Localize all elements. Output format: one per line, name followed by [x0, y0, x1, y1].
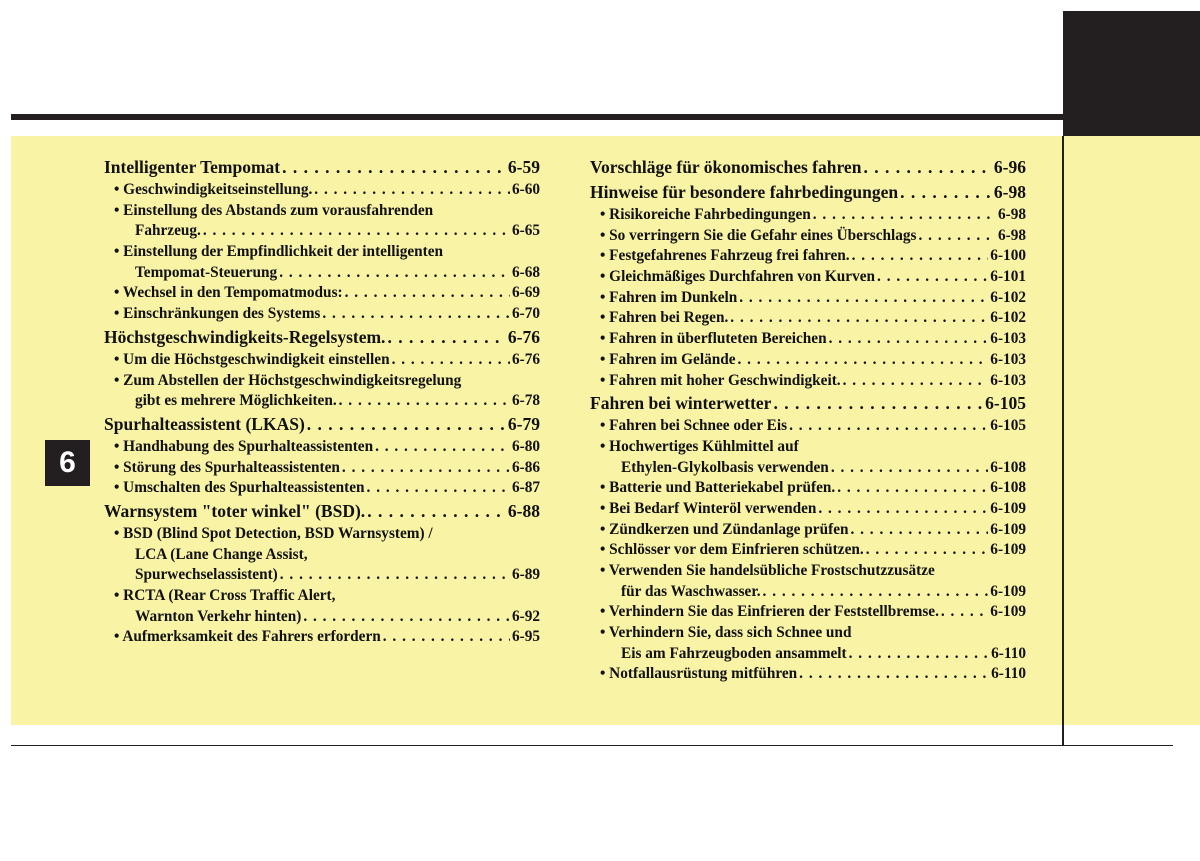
toc-entry-title: Fahrzeug.: [135, 222, 201, 240]
toc-entry[interactable]: [590, 288, 1026, 309]
toc-entry-page: 6-88: [507, 500, 540, 521]
toc-entry-title: • Batterie und Batteriekabel prüfen.: [600, 479, 836, 497]
toc-entry[interactable]: [104, 627, 540, 648]
toc-section-entry[interactable]: [590, 155, 1026, 180]
toc-entry-title: • Bei Bedarf Winteröl verwenden: [600, 499, 817, 517]
toc-entry-title: • Zündkerzen und Zündanlage prüfen: [600, 520, 849, 538]
dot-leader: [345, 283, 510, 304]
toc-entry-page: 6-76: [511, 350, 540, 368]
toc-entry-title: • Verhindern Sie das Einfrieren der Feststellbremse.: [600, 603, 939, 621]
toc-entry-page: 6-98: [993, 182, 1026, 202]
toc-entry-page: 6-98: [997, 206, 1026, 223]
toc-entry-page: 6-86: [511, 458, 540, 476]
toc-entry-page: 6-103: [990, 371, 1026, 389]
toc-entry-page: 6-103: [990, 330, 1026, 348]
toc-section-entry[interactable]: [590, 391, 1026, 416]
toc-entry[interactable]: [590, 478, 1026, 499]
toc-entry[interactable]: [590, 520, 1026, 541]
dot-leader: [392, 350, 510, 371]
toc-entry-title: • Risikoreiche Fahrbedingungen: [600, 206, 811, 223]
toc-entry-page: 6-109: [990, 499, 1026, 517]
toc-entry[interactable]: [590, 582, 1026, 603]
toc-entry-title: • Verwenden Sie handelsübliche Frostschutzzusätze: [600, 562, 935, 579]
toc-entry-title: • Fahren im Dunkeln: [600, 288, 738, 306]
dot-leader: [203, 221, 510, 242]
toc-entry-title: Hinweise für besondere fahrbedingungen: [590, 182, 899, 202]
dot-leader: [818, 499, 988, 520]
toc-entry-page: 6-89: [511, 566, 540, 584]
toc-entry-title: Eis am Fahrzeugboden ansammelt: [621, 644, 847, 662]
toc-entry[interactable]: [590, 644, 1026, 665]
dot-leader: [851, 520, 989, 541]
toc-entry[interactable]: [104, 304, 540, 325]
toc-entry[interactable]: [104, 478, 540, 499]
dot-leader: [383, 627, 510, 648]
toc-entry-title: Vorschläge für ökonomisches fahren: [590, 157, 862, 177]
toc-entry-page: 6-79: [507, 413, 540, 434]
dot-leader: [900, 180, 992, 205]
toc-entry-page: 6-110: [991, 665, 1026, 683]
toc-entry-page: 6-92: [511, 607, 540, 625]
toc-entry[interactable]: [104, 545, 540, 566]
header-rule: [11, 114, 1200, 120]
toc-entry[interactable]: [104, 180, 540, 201]
toc-entry-title: • Zum Abstellen der Höchstgeschwindigkeitsregelung: [114, 371, 462, 389]
toc-entry-title: • Um die Höchstgeschwindigkeit einstellen: [114, 350, 390, 368]
toc-entry[interactable]: [104, 586, 540, 607]
margin-rule: [1062, 136, 1064, 746]
toc-entry-page: 6-109: [990, 603, 1026, 621]
toc-entry-title: Ethylen-Glykolbasis verwenden: [621, 458, 829, 476]
toc-entry-page: 6-100: [990, 247, 1026, 265]
toc-entry-title: • BSD (Blind Spot Detection, BSD Warnsystem) /: [114, 524, 433, 542]
toc-entry[interactable]: [104, 371, 540, 392]
chapter-number: 6: [59, 446, 76, 479]
toc-right-column: [590, 155, 1026, 685]
toc-entry-page: 6-98: [997, 226, 1026, 244]
toc-entry-page: 6-105: [985, 393, 1026, 414]
toc-entry-title: • Umschalten des Spurhalteassistenten: [114, 479, 365, 497]
toc-entry-page: 6-108: [990, 479, 1026, 497]
toc-entry-title: Warnton Verkehr hinten): [135, 607, 302, 625]
toc-entry[interactable]: [590, 226, 1026, 247]
toc-entry[interactable]: [590, 350, 1026, 371]
toc-entry[interactable]: [590, 329, 1026, 350]
toc-entry-title: gibt es mehrere Möglichkeiten.: [135, 392, 337, 410]
toc-entry-page: 6-102: [990, 309, 1026, 327]
toc-entry-page: 6-110: [991, 644, 1026, 662]
toc-entry-title: Intelligenter Tempomat: [104, 157, 281, 177]
toc-section-entry[interactable]: [104, 412, 540, 437]
toc-entry-title: • Einschränkungen des Systems: [114, 305, 321, 323]
toc-entry-page: 6-109: [990, 520, 1026, 538]
toc-entry[interactable]: [104, 524, 540, 545]
toc-entry-title: • Störung des Spurhalteassistenten: [114, 458, 340, 476]
dot-leader: [919, 226, 996, 247]
toc-entry[interactable]: [590, 371, 1026, 392]
toc-entry-title: Spurhalteassistent (LKAS): [104, 413, 305, 434]
toc-section-entry[interactable]: [104, 155, 540, 180]
toc-entry-title: • Fahren im Gelände: [600, 350, 736, 368]
toc-entry[interactable]: [590, 437, 1026, 458]
toc-entry-page: 6-78: [511, 392, 540, 410]
dot-leader: [367, 499, 506, 524]
toc-entry-title: Tempomat-Steuerung: [135, 263, 278, 281]
toc-entry-title: • Verhindern Sie, dass sich Schnee und: [600, 624, 852, 642]
toc-entry-page: 6-102: [990, 288, 1026, 306]
toc-entry[interactable]: [590, 499, 1026, 520]
toc-entry-page: 6-87: [511, 479, 540, 497]
toc-entry-page: 6-96: [993, 157, 1026, 177]
toc-entry-title: für das Waschwasser.: [621, 582, 761, 600]
dot-leader: [852, 246, 989, 267]
dot-leader: [829, 329, 989, 350]
dot-leader: [789, 416, 988, 437]
dot-leader: [813, 205, 996, 226]
toc-entry[interactable]: [104, 201, 540, 222]
toc-entry-page: 6-80: [511, 437, 540, 455]
dot-leader: [342, 458, 510, 479]
dot-leader: [877, 267, 988, 288]
dot-leader: [307, 412, 506, 437]
toc-entry[interactable]: [590, 267, 1026, 288]
toc-entry-page: 6-108: [990, 458, 1026, 476]
dot-leader: [843, 371, 989, 392]
toc-entry-title: • Fahren in überfluteten Bereichen: [600, 330, 827, 348]
dot-leader: [837, 478, 988, 499]
dot-leader: [303, 607, 510, 628]
dot-leader: [387, 325, 505, 350]
toc-entry-page: 6-68: [511, 263, 540, 281]
chapter-number-tab: [45, 440, 90, 486]
toc-entry[interactable]: [104, 242, 540, 263]
toc-entry[interactable]: [104, 458, 540, 479]
toc-entry-title: LCA (Lane Change Assist,: [135, 545, 308, 563]
toc-entry[interactable]: [590, 561, 1026, 582]
toc-entry-title: Warnsystem "toter winkel" (BSD).: [104, 500, 366, 521]
toc-entry[interactable]: [104, 283, 540, 304]
toc-section-entry[interactable]: [104, 325, 540, 350]
toc-entry-title: Höchstgeschwindigkeits-Regelsystem.: [104, 326, 386, 347]
toc-entry[interactable]: [590, 308, 1026, 329]
toc-entry-title: • Notfallausrüstung mitführen: [600, 665, 798, 683]
toc-section-entry[interactable]: [590, 180, 1026, 205]
dot-leader: [738, 350, 989, 371]
toc-entry-page: 6-69: [511, 284, 540, 302]
toc-entry[interactable]: [590, 246, 1026, 267]
toc-entry[interactable]: [590, 205, 1026, 226]
toc-entry-page: 6-105: [990, 417, 1026, 435]
toc-entry[interactable]: [104, 607, 540, 628]
dot-leader: [279, 263, 510, 284]
dot-leader: [866, 540, 989, 561]
toc-entry[interactable]: [590, 458, 1026, 479]
toc-entry-page: 6-70: [511, 305, 540, 323]
toc-entry-page: 6-109: [990, 582, 1026, 600]
toc-entry[interactable]: [104, 391, 540, 412]
toc-entry-title: • Festgefahrenes Fahrzeug frei fahren.: [600, 247, 850, 265]
toc-entry-title: • Einstellung des Abstands zum vorausfahrenden: [114, 201, 434, 219]
dot-leader: [763, 582, 989, 603]
toc-entry-title: • Aufmerksamkeit des Fahrers erfordern: [114, 628, 381, 646]
toc-left-column: [104, 155, 540, 648]
toc-entry-page: 6-95: [511, 628, 540, 646]
toc-entry-page: 6-76: [507, 326, 540, 347]
toc-section-entry[interactable]: [104, 499, 540, 524]
toc-entry[interactable]: [590, 416, 1026, 437]
dot-leader: [863, 155, 991, 180]
toc-entry-title: • Hochwertiges Kühlmittel auf: [600, 437, 799, 455]
toc-entry-title: • Geschwindigkeitseinstellung.: [114, 181, 313, 198]
toc-entry-title: • Fahren bei Regen.: [600, 309, 729, 327]
toc-entry-title: • So verringern Sie die Gefahr eines Überschlags: [600, 226, 917, 244]
toc-entry-title: Spurwechselassistent): [135, 566, 278, 584]
toc-entry[interactable]: [590, 540, 1026, 561]
toc-entry-page: 6-60: [511, 181, 540, 198]
toc-entry-title: • RCTA (Rear Cross Traffic Alert,: [114, 587, 336, 604]
dot-leader: [314, 180, 510, 201]
toc-entry-title: • Gleichmäßiges Durchfahren von Kurven: [600, 268, 876, 286]
toc-entry-page: 6-103: [990, 350, 1026, 368]
dot-leader: [282, 155, 506, 180]
toc-entry-title: • Fahren bei Schnee oder Eis: [600, 417, 788, 435]
toc-entry[interactable]: [104, 350, 540, 371]
footer-rule: [11, 745, 1173, 746]
dot-leader: [367, 478, 510, 499]
toc-entry-page: 6-109: [990, 541, 1026, 559]
dot-leader: [941, 602, 988, 623]
toc-entry-title: • Wechsel in den Tempomatmodus:: [114, 284, 343, 302]
dot-leader: [773, 391, 983, 416]
toc-entry-page: 6-65: [511, 222, 540, 240]
dot-leader: [849, 644, 990, 665]
toc-entry[interactable]: [104, 565, 540, 586]
toc-entry-title: • Einstellung der Empfindlichkeit der intelligenten: [114, 243, 444, 261]
toc-entry[interactable]: [104, 221, 540, 242]
toc-entry[interactable]: [104, 263, 540, 284]
toc-entry-page: 6-59: [507, 157, 540, 177]
dot-leader: [322, 304, 510, 325]
dot-leader: [739, 288, 988, 309]
dot-leader: [799, 664, 989, 685]
toc-entry-page: 6-101: [990, 268, 1026, 286]
dot-leader: [339, 391, 510, 412]
toc-entry[interactable]: [590, 664, 1026, 685]
toc-entry[interactable]: [590, 602, 1026, 623]
toc-entry-title: • Handhabung des Spurhalteassistenten: [114, 437, 374, 455]
toc-entry-title: • Fahren mit hoher Geschwindigkeit.: [600, 371, 841, 389]
toc-entry-title: • Schlösser vor dem Einfrieren schützen.: [600, 541, 864, 559]
toc-entry[interactable]: [590, 623, 1026, 644]
dot-leader: [375, 437, 510, 458]
toc-entry[interactable]: [104, 437, 540, 458]
dot-leader: [280, 565, 510, 586]
toc-entry-title: Fahren bei winterwetter: [590, 393, 772, 414]
dot-leader: [730, 308, 988, 329]
dot-leader: [831, 458, 988, 479]
